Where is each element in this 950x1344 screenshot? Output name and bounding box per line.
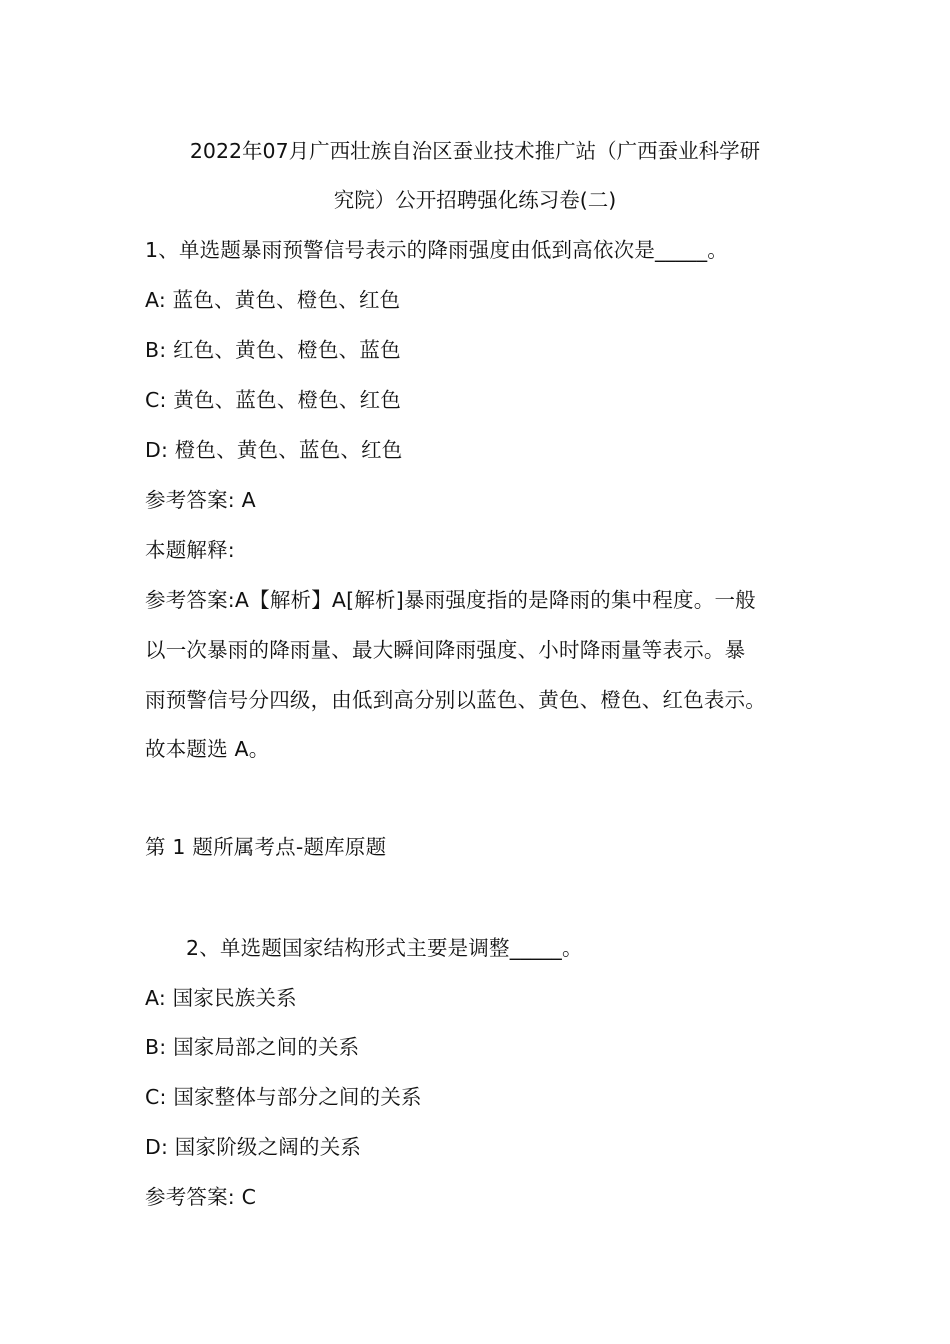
question-1-answer: 参考答案: A — [145, 488, 256, 512]
question-2-option-a: A: 国家民族关系 — [145, 986, 297, 1010]
question-1-topic: 第 1 题所属考点-题库原题 — [145, 835, 387, 859]
question-1-option-d: D: 橙色、黄色、蓝色、红色 — [145, 438, 403, 462]
question-1-explanation-heading: 本题解释: — [145, 538, 235, 562]
document-title-line-1: 2022年07月广西壮族自治区蚕业技术推广站（广西蚕业科学研 — [189, 139, 761, 163]
question-1-option-b: B: 红色、黄色、橙色、蓝色 — [145, 338, 401, 362]
question-1-explanation-line: 故本题选 A。 — [145, 737, 270, 761]
question-2-option-b: B: 国家局部之间的关系 — [145, 1035, 360, 1059]
question-1-explanation-line: 以一次暴雨的降雨量、最大瞬间降雨强度、小时降雨量等表示。暴 — [145, 638, 746, 662]
question-2-answer: 参考答案: C — [145, 1185, 257, 1209]
question-2-option-c: C: 国家整体与部分之间的关系 — [145, 1085, 422, 1109]
question-2-option-d: D: 国家阶级之阔的关系 — [145, 1135, 362, 1159]
question-1-stem: 1、单选题暴雨预警信号表示的降雨强度由低到高依次是_____。 — [145, 238, 728, 262]
question-1-option-a: A: 蓝色、黄色、橙色、红色 — [145, 288, 401, 312]
question-2-stem: 2、单选题国家结构形式主要是调整_____。 — [186, 936, 583, 960]
question-1-explanation-line: 雨预警信号分四级，由低到高分别以蓝色、黄色、橙色、红色表示。 — [145, 688, 766, 712]
question-1-option-c: C: 黄色、蓝色、橙色、红色 — [145, 388, 402, 412]
question-1-explanation-line: 参考答案:A【解析】A[解析]暴雨强度指的是降雨的集中程度。一般 — [145, 588, 756, 612]
document-title-line-2: 究院）公开招聘强化练习卷(二) — [333, 188, 617, 212]
